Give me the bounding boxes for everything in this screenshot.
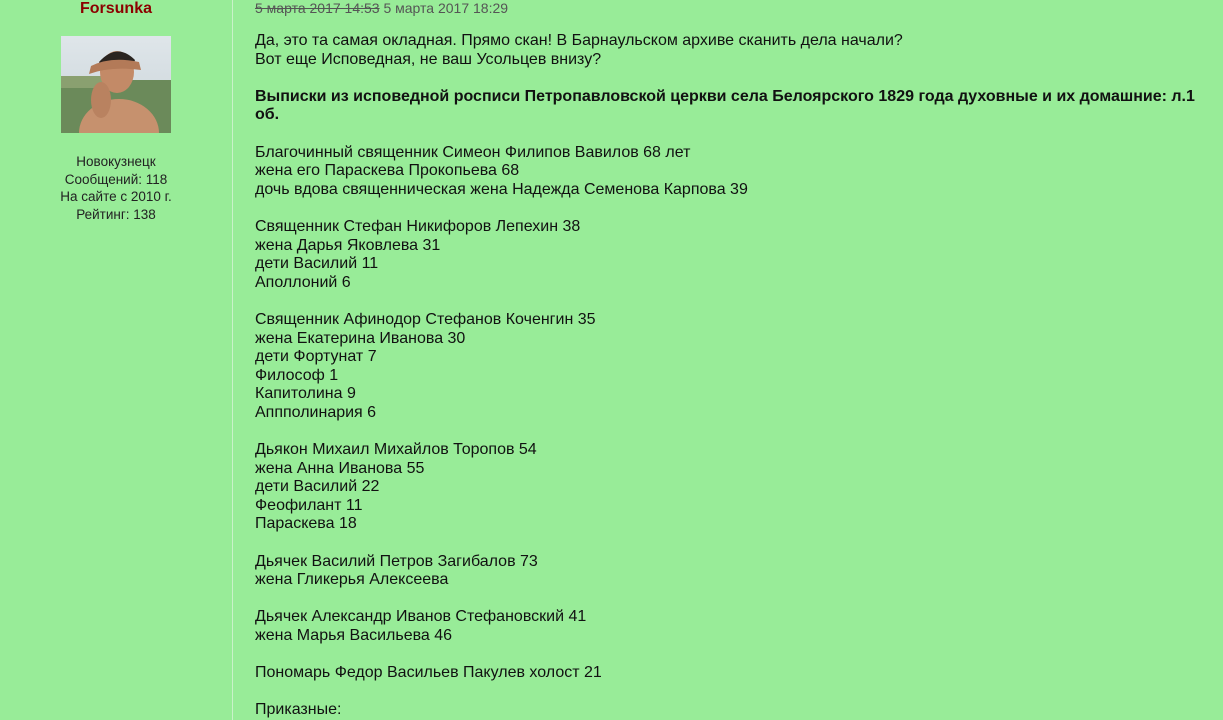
record-group: [255, 701, 1205, 720]
post-dates: [255, 0, 1205, 16]
intro-line: Вот еще Исповедная, не ваш Усольцев внизу?: [255, 50, 602, 68]
author-sidebar: [0, 0, 232, 720]
record-line: Феофилант 11: [255, 496, 363, 514]
record-line: Благочинный священник Симеон Филипов Вавилов 68 лет: [255, 143, 691, 161]
column-divider: [232, 0, 233, 720]
avatar[interactable]: [61, 36, 171, 133]
record-line: Аполлоний 6: [255, 273, 351, 291]
record-group: [255, 608, 1205, 645]
record-line: Дьячек Василий Петров Загибалов 73: [255, 552, 538, 570]
record-line: Священник Стефан Никифоров Лепехин 38: [255, 217, 581, 235]
record-line: Аппполинария 6: [255, 403, 377, 421]
record-group: [255, 144, 1205, 200]
record-line: Параскева 18: [255, 515, 357, 533]
record-group: [255, 553, 1205, 590]
post-body: [255, 32, 1205, 720]
record-line: дети Василий 11: [255, 255, 379, 273]
author-name-link[interactable]: Forsunka: [79, 0, 152, 17]
record-line: Приказные:: [255, 701, 342, 719]
intro-line: Да, это та самая окладная. Прямо скан! В Барнаульском архиве сканить дела начали?: [255, 32, 903, 49]
author-member-since: На сайте с 2010 г.: [60, 189, 172, 204]
record-line: Философ 1: [255, 366, 339, 384]
record-line: жена Дарья Яковлева 31: [255, 236, 441, 254]
record-line: жена Марья Васильева 46: [255, 627, 453, 644]
post-date-edited: 5 марта 2017 18:29: [383, 0, 509, 16]
post-content: [255, 0, 1205, 720]
avatar-photo: [61, 36, 171, 133]
record-line: Дьякон Михаил Михайлов Торопов 54: [255, 441, 537, 459]
record-line: дочь вдова священническая жена Надежда Семенова Карпова 39: [255, 180, 748, 198]
post-intro: [255, 32, 1205, 69]
record-line: Пономарь Федор Васильев Пакулев холост 21: [255, 664, 602, 682]
record-line: жена Анна Иванова 55: [255, 459, 425, 477]
record-group: [255, 218, 1205, 292]
post-heading: Выписки из исповедной росписи Петропавловской церкви села Белоярского 1829 года духовные и их домашние: л.1 об.: [255, 87, 1195, 124]
author-post-count: Сообщений: 118: [64, 171, 168, 187]
record-line: жена Гликерья Алексеева: [255, 571, 449, 589]
author-rating: Рейтинг: 138: [76, 206, 156, 222]
author-city: Новокузнецк: [76, 154, 156, 169]
record-line: жена его Параскева Прокопьева 68: [255, 162, 520, 180]
record-line: дети Фортунат 7: [255, 348, 377, 366]
record-group: [255, 664, 1205, 683]
record-line: Дьячек Александр Иванов Стефановский 41: [255, 608, 587, 626]
record-group: [255, 441, 1205, 534]
record-line: жена Екатерина Иванова 30: [255, 329, 466, 347]
record-line: Священник Афинодор Стефанов Коченгин 35: [255, 310, 596, 328]
record-line: Капитолина 9: [255, 385, 356, 403]
record-line: дети Василий 22: [255, 478, 380, 496]
post-date-original: 5 марта 2017 14:53: [255, 0, 380, 16]
record-group: [255, 311, 1205, 423]
author-meta: [0, 153, 232, 223]
